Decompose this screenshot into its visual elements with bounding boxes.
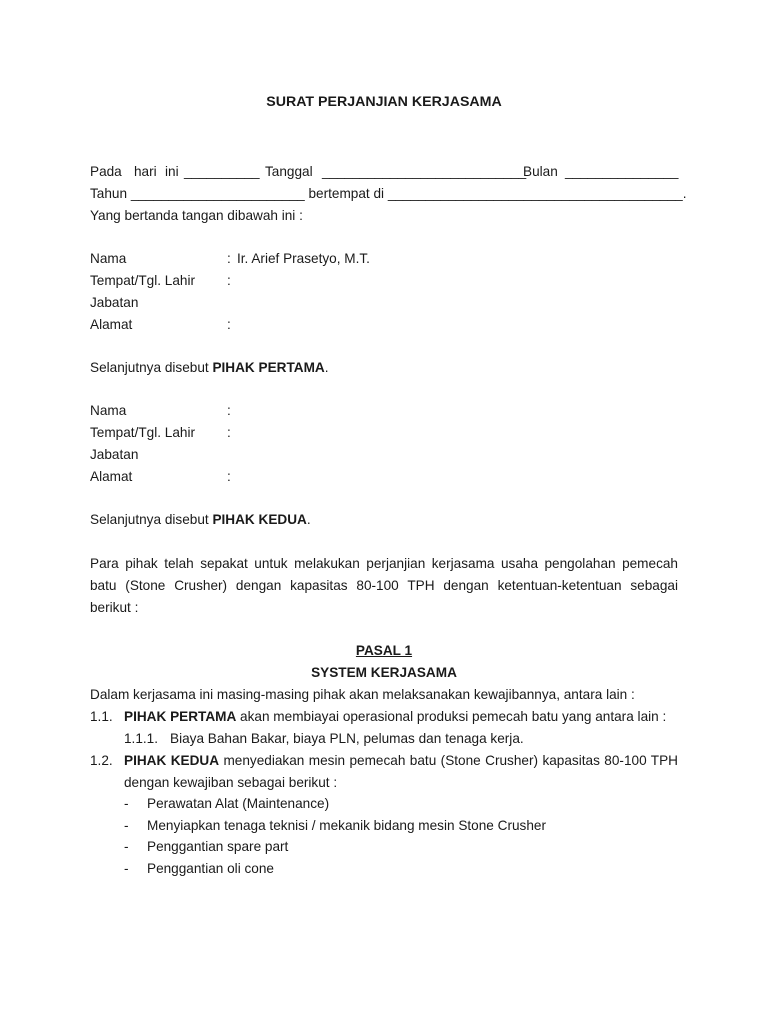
intro-bertempat: bertempat di xyxy=(308,186,385,201)
list-item xyxy=(90,858,678,880)
intro-tahun: Tahun xyxy=(90,186,128,201)
party2-label-jabatan: Jabatan xyxy=(90,447,139,462)
party2-colon-alamat: : xyxy=(227,469,231,484)
party2-designation-prefix: Selanjutnya disebut xyxy=(90,512,213,527)
party1-value-nama: Ir. Arief Prasetyo, M.T. xyxy=(237,251,370,266)
party1-row-nama xyxy=(90,248,678,270)
party2-designation xyxy=(90,509,311,531)
party1-colon-ttl: : xyxy=(227,273,231,288)
pasal1-subheading: SYSTEM KERJASAMA xyxy=(311,665,457,680)
intro-line-2 xyxy=(90,183,686,205)
bullet-dash: - xyxy=(124,818,129,833)
party1-designation xyxy=(90,357,329,379)
intro-ini: ini xyxy=(165,164,179,179)
pasal1-item-1-number: 1.1. xyxy=(90,709,113,724)
party1-colon-alamat: : xyxy=(227,317,231,332)
bullet-text: Perawatan Alat (Maintenance) xyxy=(147,796,330,811)
pasal1-item-2-body: menyediakan mesin pemecah batu (Stone Crusher) kapasitas 80-100 TPH xyxy=(219,753,678,768)
pasal1-item-1-body: akan membiayai operasional produksi pemecah batu yang antara lain : xyxy=(236,709,667,724)
party1-label-alamat: Alamat xyxy=(90,317,133,332)
intro-bulan: Bulan xyxy=(523,164,558,179)
party1-label-nama: Nama xyxy=(90,251,127,266)
intro-line-3: Yang bertanda tangan dibawah ini : xyxy=(90,208,303,223)
party2-colon-nama: : xyxy=(227,403,231,418)
party2-colon-ttl: : xyxy=(227,425,231,440)
party2-row-jabatan xyxy=(90,444,678,466)
party1-label-jabatan: Jabatan xyxy=(90,295,139,310)
pasal1-item-1 xyxy=(90,706,678,728)
bullet-dash: - xyxy=(124,839,129,854)
intro-bulan-blank: _______________ xyxy=(565,164,679,179)
intro-hari: hari xyxy=(134,164,157,179)
pasal1-item-2 xyxy=(90,750,678,772)
bullet-text: Penggantian oli cone xyxy=(147,861,274,876)
party1-designation-suffix: . xyxy=(324,360,329,375)
list-item xyxy=(90,793,678,815)
pasal1-item-2-body-continued: dengan kewajiban sebagai berikut : xyxy=(124,775,338,790)
pasal1-item-2-continued xyxy=(90,772,678,794)
bullet-text: Menyiapkan tenaga teknisi / mekanik bidang mesin Stone Crusher xyxy=(147,818,546,833)
intro-tanggal: Tanggal xyxy=(265,164,313,179)
party1-designation-name: PIHAK PERTAMA xyxy=(212,360,325,375)
list-item xyxy=(90,815,678,837)
party2-designation-name: PIHAK KEDUA xyxy=(212,512,307,527)
intro-tanggal-blank: ___________________________ xyxy=(322,164,527,179)
pasal1-heading: PASAL 1 xyxy=(355,643,413,658)
pasal1-subitem-1-1-1 xyxy=(90,728,678,750)
intro-tahun-blank: _______________________ xyxy=(130,186,305,201)
agreement-line-2: batu (Stone Crusher) dengan kapasitas 80-100 TPH dengan ketentuan-ketentuan sebagai xyxy=(90,578,678,593)
pasal1-item-2-number: 1.2. xyxy=(90,753,113,768)
pasal1-item-2-text xyxy=(124,750,678,772)
party2-label-alamat: Alamat xyxy=(90,469,133,484)
party2-designation-suffix: . xyxy=(306,512,311,527)
party2-row-alamat xyxy=(90,466,678,488)
party1-row-ttl xyxy=(90,270,678,292)
party1-label-ttl: Tempat/Tgl. Lahir xyxy=(90,273,196,288)
pasal1-lead: Dalam kerjasama ini masing-masing pihak akan melaksanakan kewajibannya, antara lain : xyxy=(90,687,635,702)
party2-row-ttl xyxy=(90,422,678,444)
party2-label-ttl: Tempat/Tgl. Lahir xyxy=(90,425,196,440)
party1-row-jabatan xyxy=(90,292,678,314)
party1-designation-prefix: Selanjutnya disebut xyxy=(90,360,213,375)
pasal1-item-2-party: PIHAK KEDUA xyxy=(124,753,220,768)
bullet-dash: - xyxy=(124,796,129,811)
intro-hari-blank: __________ xyxy=(184,164,260,179)
party1-colon-nama: : xyxy=(227,251,231,266)
intro-tempat-blank: _______________________________________. xyxy=(387,186,687,201)
intro-pada: Pada xyxy=(90,164,122,179)
party2-row-nama xyxy=(90,400,678,422)
pasal1-subitem-text: Biaya Bahan Bakar, biaya PLN, pelumas dan tenaga kerja. xyxy=(170,731,524,746)
document-title: SURAT PERJANJIAN KERJASAMA xyxy=(266,94,502,110)
party2-label-nama: Nama xyxy=(90,403,127,418)
pasal1-item-1-party: PIHAK PERTAMA xyxy=(124,709,237,724)
pasal1-item-1-text xyxy=(124,706,666,728)
agreement-line-3: berikut : xyxy=(90,600,139,615)
bullet-dash: - xyxy=(124,861,129,876)
pasal1-subitem-number: 1.1.1. xyxy=(124,731,159,746)
party1-row-alamat xyxy=(90,314,678,336)
agreement-line-1: Para pihak telah sepakat untuk melakukan perjanjian kerjasama usaha pengolahan pemecah xyxy=(90,556,678,571)
list-item xyxy=(90,836,678,858)
bullet-text: Penggantian spare part xyxy=(147,839,289,854)
